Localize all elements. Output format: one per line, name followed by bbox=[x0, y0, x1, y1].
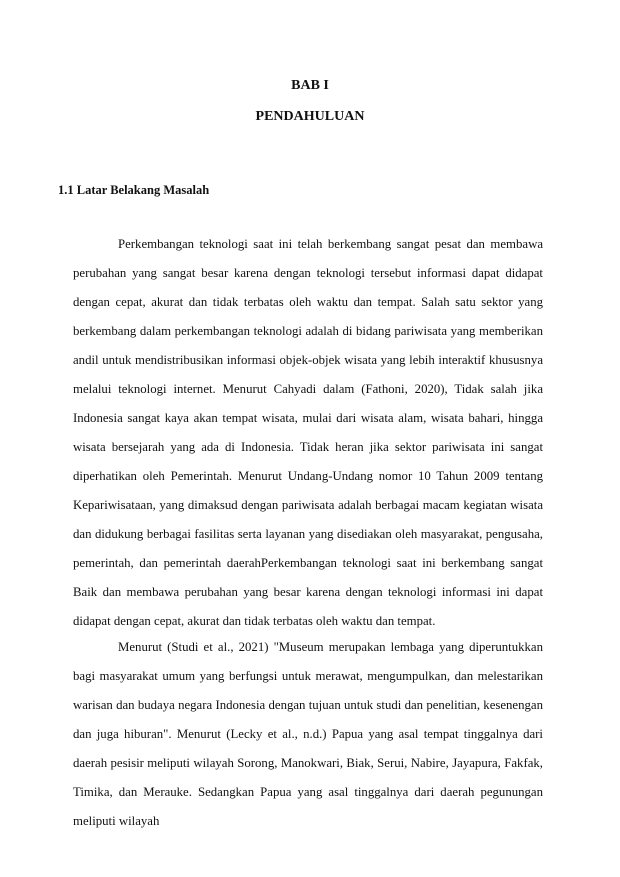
body-paragraph-1: Perkembangan teknologi saat ini telah berkembang sangat pesat dan membawa perubahan yang sangat besar karena dengan teknologi tersebut informasi dapat didapat dengan cepat, akurat dan tidak terbatas oleh waktu dan tempat. Salah satu sektor yang berkembang dalam perkembangan teknologi adalah di bidang pariwisata yang memberikan andil untuk mendistribusikan informasi objek-objek wisata yang lebih interaktif khususnya melalui teknologi internet. Menurut Cahyadi dalam (Fathoni, 2020), Tidak salah jika Indonesia sangat kaya akan tempat wisata, mulai dari wisata alam, wisata bahari, hingga wisata bersejarah yang ada di Indonesia. Tidak heran jika sektor pariwisata ini sangat diperhatikan oleh Pemerintah. Menurut Undang-Undang nomor 10 Tahun 2009 tentang Kepariwisataan, yang dimaksud dengan pariwisata adalah berbagai macam kegiatan wisata dan didukung berbagai fasilitas serta layanan yang disediakan oleh masyarakat, pengusaha, pemerintah, dan pemerintah daerahPerkembangan teknologi saat ini berkembang sangat Baik dan membawa perubahan yang besar karena dengan teknologi informasi ini dapat didapat dengan cepat, akurat dan tidak terbatas oleh waktu dan tempat. bbox=[73, 237, 543, 628]
chapter-title: PENDAHULUAN bbox=[255, 109, 365, 124]
section-heading: 1.1 Latar Belakang Masalah bbox=[58, 183, 210, 197]
body-paragraph-2: Menurut (Studi et al., 2021) "Museum merupakan lembaga yang diperuntukkan bagi masyarakat umum yang berfungsi untuk merawat, mengumpulkan, dan melestarikan warisan dan budaya negara Indonesia dengan tujuan untuk studi dan penelitian, kesenengan dan juga hiburan". Menurut (Lecky et al., n.d.) Papua yang asal tempat tinggalnya dari daerah pesisir meliputi wilayah Sorong, Manokwari, Biak, Serui, Nabire, Jayapura, Fakfak, Timika, dan Merauke. Sedangkan Papua yang asal tinggalnya dari daerah pegunungan meliputi wilayah bbox=[73, 640, 543, 828]
chapter-label: BAB I bbox=[291, 78, 329, 93]
